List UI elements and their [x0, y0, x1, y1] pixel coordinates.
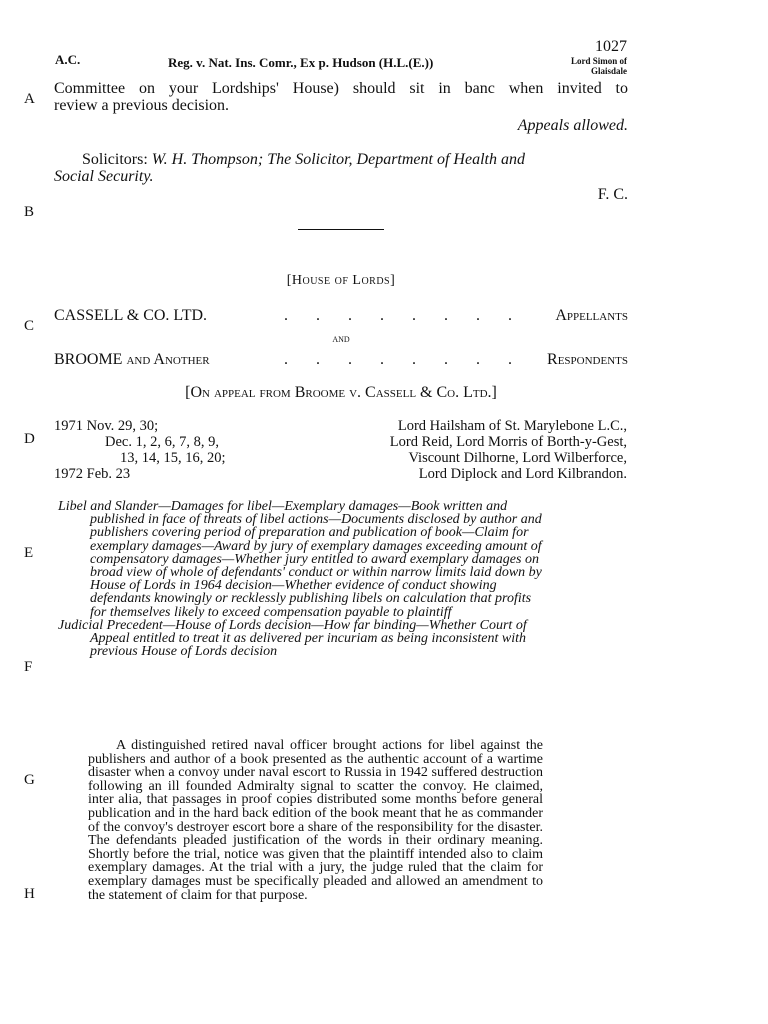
- court-name: [House of Lords]: [286, 273, 396, 288]
- margin-letter-h: H: [24, 886, 35, 902]
- header-case-title: Reg. v. Nat. Ins. Comr., Ex p. Hudson (H.L.(E.)): [168, 55, 434, 70]
- date-line: Dec. 1, 2, 6, 7, 8, 9,: [105, 434, 219, 450]
- paragraph-line: review a previous decision.: [54, 97, 230, 114]
- judges-line: Lord Diplock and Lord Kilbrandon.: [418, 466, 627, 482]
- paragraph-line: Committee on your Lordships' House) should sit in banc when invited to: [54, 80, 628, 97]
- solicitors-label: Solicitors:: [82, 151, 148, 168]
- catchwords-precedent: Judicial Precedent—House of Lords decision—How far binding—Whether Court of Appeal entitled to treat it as delivered per incuriam as being inconsistent with previous House of Lords decision: [58, 617, 527, 660]
- catchwords: [58, 500, 548, 658]
- catchwords-libel: Libel and Slander—Damages for libel—Exemplary damages—Book written and published in face of threats of libel actions—Documents disclosed by author and publishers covering period of preparation and publication of book—Claim for exemplary damages—Award by jury of exemplary damages exceeding amount of compensatory damages—Whether jury entitled to award exemplary damages on broad view of whole of defendants' conduct or within narrow limits laid down by House of Lords in 1964 decision—Whether evidence of conduct showing defendants knowingly or recklessly publishing libels on calculation that profits for themselves likely to exceed compensation payable to plaintiff: [58, 499, 542, 620]
- margin-letter-g: G: [24, 772, 35, 788]
- respondent-row: [54, 351, 628, 371]
- header-judge: [545, 56, 627, 76]
- header-report-series: A.C.: [55, 52, 81, 67]
- respondent-name-main: BROOME: [54, 351, 123, 368]
- margin-letter-a: A: [24, 91, 35, 107]
- appellant-leader-dots: . . . . . . . .: [284, 307, 512, 324]
- appeal-from: [On appeal from Broome v. Cassell & Co. Ltd.]: [185, 384, 497, 401]
- appellant-name: CASSELL & CO. LTD.: [54, 307, 208, 324]
- margin-letter-e: E: [24, 545, 34, 561]
- appellant-row: [54, 307, 628, 327]
- date-line: 1972 Feb. 23: [54, 466, 131, 482]
- judges-line: Viscount Dilhorne, Lord Wilberforce,: [408, 450, 627, 466]
- appellant-role: Appellants: [555, 307, 628, 324]
- solicitors-line: [54, 151, 628, 168]
- headnote: A distinguished retired naval officer brought actions for libel against the publishers and author of a book presented as the authentic account of a wartime disaster when a convoy under naval escort to Russia in 1942 suffered destruction following an ill founded Admiralty signal to scatter the convoy. He claimed, inter alia, that passages in proof copies distributed some months before general publication and in the hard back edition of the book meant that he as commander of the convoy's destroyer escort bore a share of the responsibility for the disaster. The defendants pleaded justification of the words in their ordinary meaning. Shortly before the trial, notice was given that the plaintiff intended also to claim exemplary damages. At the trial with a jury, the judge ruled that the claim for exemplary damages must be specifically pleaded and allowed an amendment to the statement of claim for that purpose.: [88, 738, 543, 903]
- header-judge-line1: Lord Simon of: [570, 56, 627, 66]
- reporter-initials: F. C.: [597, 186, 628, 203]
- section-divider: [298, 229, 384, 230]
- header-judge-line2: Glaisdale: [590, 66, 627, 76]
- hearing-dates: [54, 418, 226, 482]
- margin-letter-b: B: [24, 204, 35, 220]
- respondent-name-rest: and Another: [126, 351, 210, 368]
- solicitors-line-2: Social Security.: [54, 168, 154, 185]
- judges-line: Lord Hailsham of St. Marylebone L.C.,: [397, 418, 627, 434]
- date-line: 13, 14, 15, 16, 20;: [120, 450, 226, 466]
- respondent-role: Respondents: [547, 351, 628, 368]
- respondent-leader-dots: . . . . . . . .: [284, 351, 512, 368]
- judges-list: [390, 418, 627, 482]
- judges-line: Lord Reid, Lord Morris of Borth-y-Gest,: [389, 434, 627, 450]
- and-separator: and: [332, 331, 350, 345]
- margin-letter-c: C: [24, 318, 35, 334]
- margin-letter-d: D: [24, 431, 35, 447]
- respondent-name: [54, 351, 210, 369]
- outcome: Appeals allowed.: [517, 117, 628, 134]
- date-line: 1971 Nov. 29, 30;: [54, 418, 159, 434]
- solicitors-names: W. H. Thompson; The Solicitor, Department of Health and: [151, 151, 525, 168]
- page-number: 1027: [595, 38, 627, 55]
- margin-letter-f: F: [24, 659, 33, 675]
